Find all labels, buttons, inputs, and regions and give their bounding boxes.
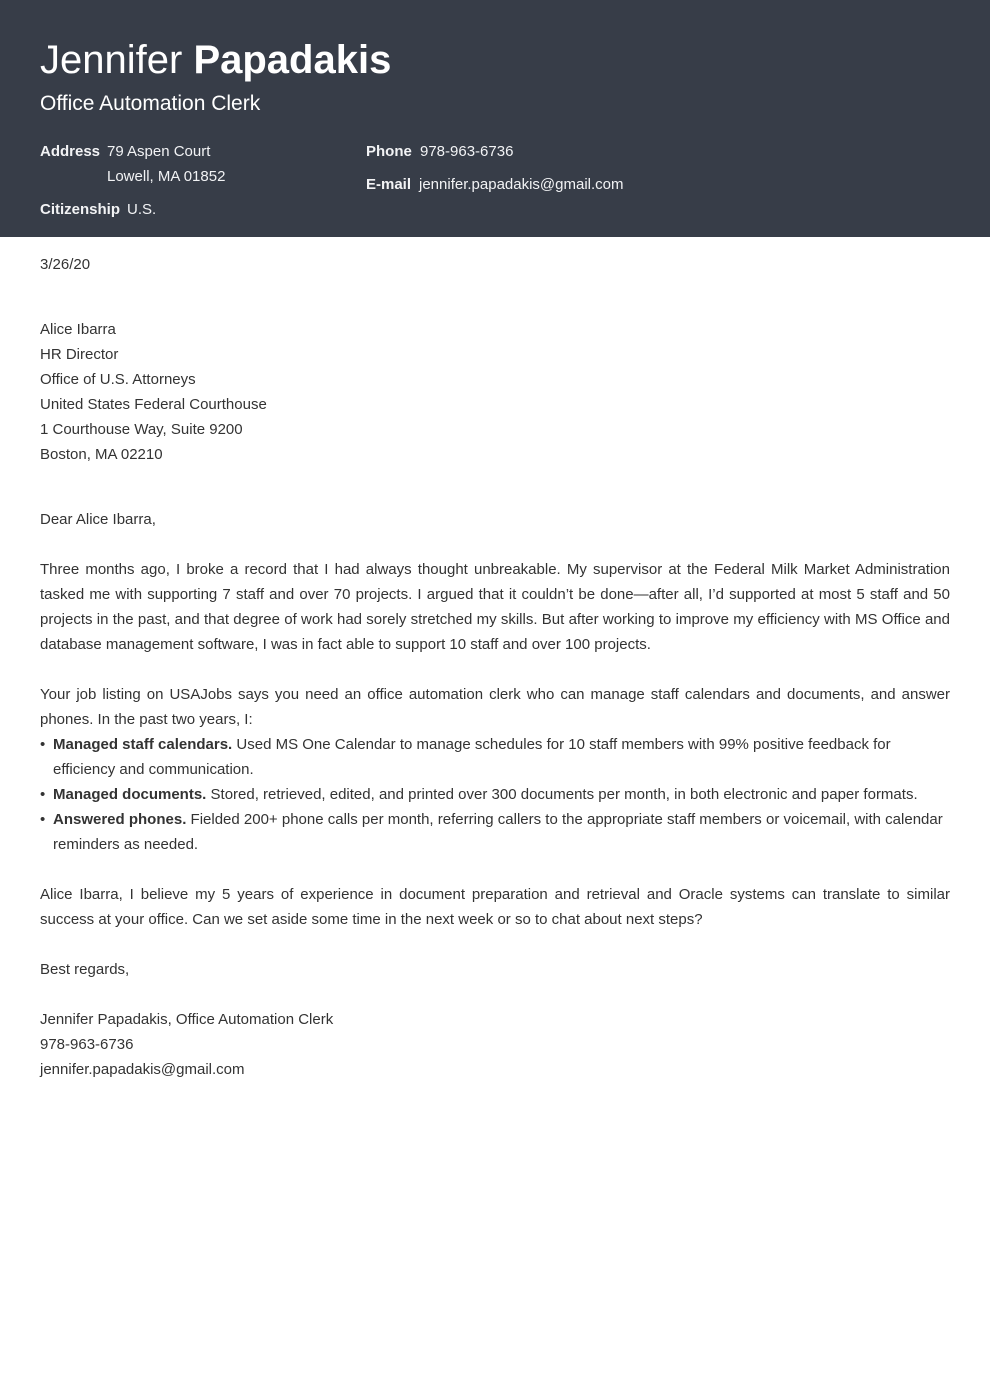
bullet-text: Fielded 200+ phone calls per month, referring callers to the appropriate staff members or voicemail, with calendar reminders as needed. (53, 811, 943, 853)
recipient-organization: Office of U.S. Attorneys (40, 371, 196, 388)
bullet-text: Used MS One Calendar to manage schedules for 10 staff members with 99% positive feedback for efficiency and communication. (53, 736, 891, 778)
paragraph-opening: Three months ago, I broke a record that I had always thought unbreakable. My supervisor at the Federal Milk Market Administration tasked me with supporting 7 staff and over 70 projects. I argued that it couldn’t be done—after all, I’d supported at most 5 staff and 50 projects in the past, and that degree of work had sorely stretched my skills. But after working to improve my efficiency with MS Office and database management software, I was in fact able to support 10 staff and over 100 projects. (40, 561, 950, 653)
signature-phone[interactable]: 978-963-6736 (40, 1036, 134, 1053)
applicant-job-title: Office Automation Clerk (40, 92, 261, 115)
paragraph-closing: Alice Ibarra, I believe my 5 years of experience in document preparation and retrieval and Oracle systems can translate to similar success at your office. Can we set aside some time in the next week or so to chat about next steps? (40, 886, 950, 928)
signature-email[interactable]: jennifer.papadakis@gmail.com (40, 1061, 245, 1078)
citizenship-value: U.S. (127, 201, 157, 218)
last-name: Papadakis (193, 38, 392, 82)
recipient-building: United States Federal Courthouse (40, 396, 267, 413)
bullet-heading: Answered phones. (53, 811, 187, 828)
list-item (40, 732, 950, 782)
list-item (40, 782, 950, 807)
first-name: Jennifer (40, 38, 183, 82)
recipient-city: Boston, MA 02210 (40, 446, 163, 463)
address-line1: 79 Aspen Court (107, 143, 211, 160)
recipient-title: HR Director (40, 346, 119, 363)
phone-value[interactable]: 978-963-6736 (420, 143, 514, 160)
achievements-intro: Your job listing on USAJobs says you need an office automation clerk who can manage staff calendars and documents, and answer phones. In the past two years, I: (40, 686, 950, 728)
recipient-name: Alice Ibarra (40, 321, 116, 338)
bullet-text: Stored, retrieved, edited, and printed over 300 documents per month, in both electronic and paper formats. (206, 786, 918, 803)
letter-header (0, 0, 990, 237)
letter-date: 3/26/20 (40, 256, 91, 273)
recipient-street: 1 Courthouse Way, Suite 9200 (40, 421, 243, 438)
email-value[interactable]: jennifer.papadakis@gmail.com (419, 176, 624, 193)
recipient-block (40, 317, 950, 467)
list-item (40, 807, 950, 857)
greeting: Dear Alice Ibarra, (40, 511, 156, 528)
achievements-list (40, 732, 950, 857)
bullet-heading: Managed documents. (53, 786, 207, 803)
closing-salutation: Best regards, (40, 961, 130, 978)
signature-block (40, 1007, 950, 1082)
phone-label: Phone (366, 143, 412, 160)
signature-name-title: Jennifer Papadakis, Office Automation Clerk (40, 1011, 334, 1028)
citizenship-label: Citizenship (40, 201, 121, 218)
bullet-heading: Managed staff calendars. (53, 736, 233, 753)
paragraph-achievements (40, 682, 950, 857)
email-label: E-mail (366, 176, 412, 193)
address-label: Address (40, 143, 101, 160)
letter-body (40, 252, 950, 1082)
applicant-name (40, 36, 391, 84)
address-line2: Lowell, MA 01852 (107, 168, 226, 185)
